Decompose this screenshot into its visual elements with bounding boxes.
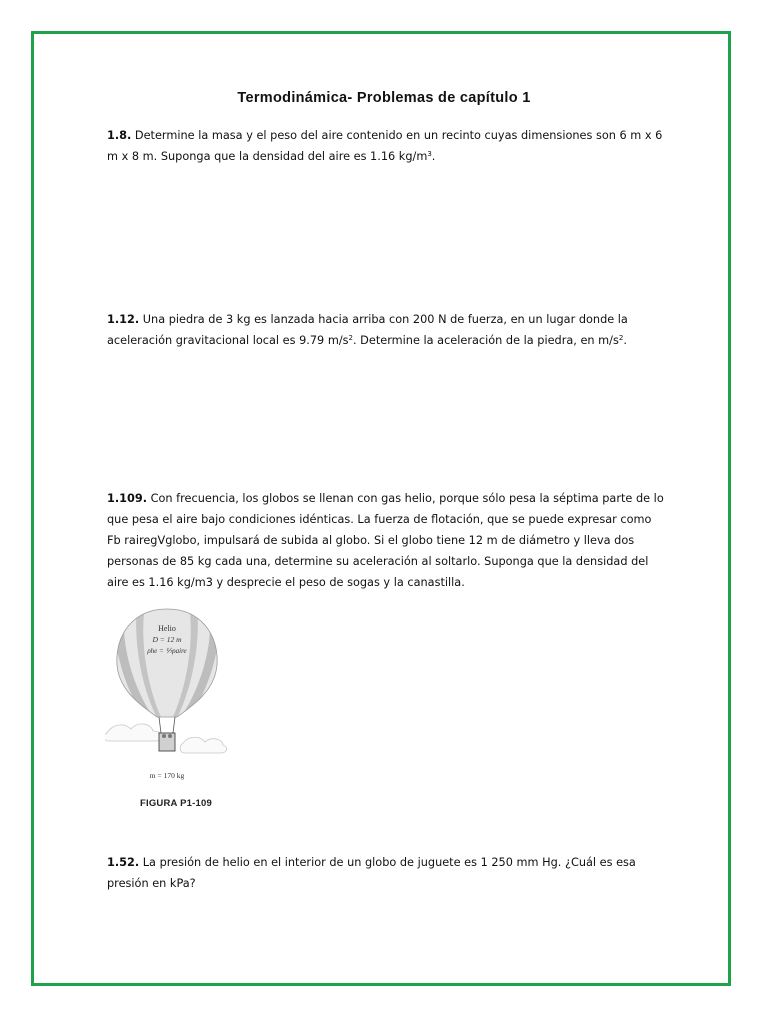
problem-1-52 — [107, 852, 667, 894]
label-helio: Helio — [158, 624, 176, 633]
superscript: 3 — [427, 150, 432, 158]
figure-caption: FIGURA P1-109 — [140, 798, 212, 809]
superscript: 2 — [348, 334, 353, 342]
problem-1-109 — [107, 488, 667, 593]
label-diameter: D = 12 m — [152, 635, 182, 644]
problem-text: Una piedra de 3 kg es lanzada hacia arriba con 200 N de fuerza, en un lugar donde la aceleración gravitacional local es 9.79 m/s — [107, 313, 628, 347]
problem-text-end: . — [623, 334, 627, 347]
problem-number: 1.109. — [107, 492, 148, 505]
problem-text-middle: . Determine la aceleración de la piedra, en m/s — [353, 334, 619, 347]
label-density: ρhe = ⅐ρaire — [147, 647, 187, 655]
problem-text: Con frecuencia, los globos se llenan con gas helio, porque sólo pesa la séptima parte de lo que pesa el aire bajo condiciones idénticas. La fuerza de flotación, que se puede expresar como Fb rairegVglobo, impulsará de subida al globo. Si el globo tiene 12 m de diámetro y lleva dos personas de 85 kg cada una, determine su aceleración al soltarlo. Suponga que la densidad del aire es 1.16 kg/m3 y desprecie el peso de sogas y la canastilla. — [107, 492, 664, 589]
problem-number: 1.8. — [107, 129, 132, 142]
problem-text: La presión de helio en el interior de un globo de juguete es 1 250 mm Hg. ¿Cuál es esa presión en kPa? — [107, 856, 636, 890]
document-title: Termodinámica- Problemas de capítulo 1 — [237, 90, 531, 106]
label-mass: m = 170 kg — [149, 771, 185, 780]
hot-air-balloon-illustration — [105, 605, 230, 790]
problem-text-end: . — [431, 150, 436, 163]
problem-1-8 — [107, 125, 667, 167]
problem-number: 1.52. — [107, 856, 140, 869]
problem-1-12 — [107, 309, 667, 351]
balloon-figure — [105, 605, 230, 790]
problem-number: 1.12. — [107, 313, 140, 326]
superscript: 2 — [618, 334, 624, 342]
problem-text: Determine la masa y el peso del aire contenido en un recinto cuyas dimensiones son 6 m x 6 m x 8 m. Suponga que la densidad del aire es 1.16 kg/m — [107, 129, 663, 163]
